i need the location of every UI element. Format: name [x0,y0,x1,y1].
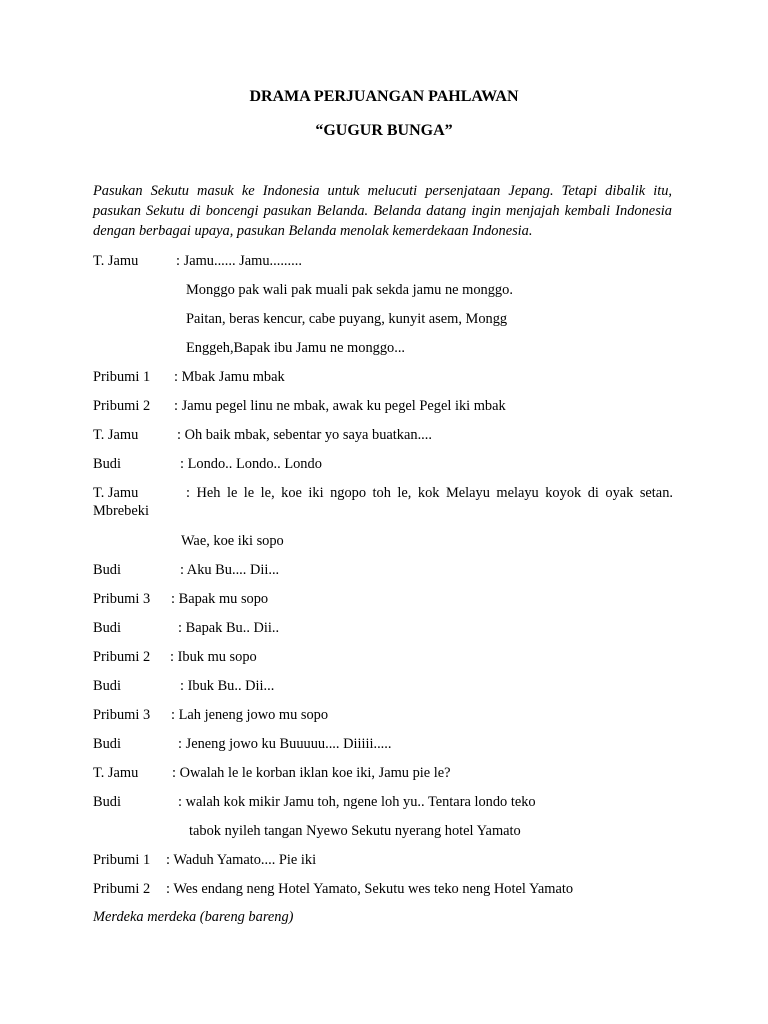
dialogue-line: : Jeneng jowo ku Buuuuu.... Diiiii..... [178,736,392,752]
dialogue-line: : Oh baik mbak, sebentar yo saya buatkan.... [177,427,432,443]
speaker-name: Pribumi 1 [93,852,151,868]
dialogue-line: : Lah jeneng jowo mu sopo [171,707,329,723]
dialogue-line: Mbrebeki [93,503,149,519]
speaker-name: Pribumi 2 [93,398,151,414]
speaker-name: Budi [93,456,121,472]
dialogue-line: : Bapak mu sopo [171,591,269,607]
speaker-name: Pribumi 3 [93,591,151,607]
dialogue-line: Paitan, beras kencur, cabe puyang, kunyit asem, Mongg [186,311,508,327]
dialogue-line: : Heh le le le, koe iki ngopo toh le, kok Melayu melayu koyok di oyak setan. [186,485,673,501]
dialogue-line: : Wes endang neng Hotel Yamato, Sekutu wes teko neng Hotel Yamato [166,881,574,897]
dialogue-line: Enggeh,Bapak ibu Jamu ne monggo... [186,340,406,356]
intro-paragraph: Pasukan Sekutu masuk ke Indonesia untuk melucuti persenjataan Jepang. Tetapi dibalik itu, pasukan Sekutu di boncengi pasukan Belanda. Belanda datang ingin menjajah kembali Indonesia dengan berbagai upaya, pasukan Belanda menolak kemerdekaan Indonesia. [93,183,672,239]
speaker-name: Budi [93,620,121,636]
dialogue-line: Monggo pak wali pak muali pak sekda jamu ne monggo. [186,282,513,298]
dialogue-line: : Jamu...... Jamu......... [176,253,302,269]
speaker-name: Pribumi 1 [93,369,151,385]
speaker-name: Pribumi 2 [93,649,151,665]
dialogue-line: : Mbak Jamu mbak [174,369,285,385]
dialogue-line: : Aku Bu.... Dii... [180,562,280,578]
document-title: DRAMA PERJUANGAN PAHLAWAN [249,88,519,105]
speaker-name: Pribumi 2 [93,881,151,897]
dialogue-line: Wae, koe iki sopo [181,533,284,549]
speaker-name: Pribumi 3 [93,707,151,723]
speaker-name: T. Jamu [93,253,139,269]
dialogue-line: : Waduh Yamato.... Pie iki [166,852,317,868]
dialogue-line: : Ibuk mu sopo [170,649,257,665]
dialogue-line: : Jamu pegel linu ne mbak, awak ku pegel Pegel iki mbak [174,398,506,414]
speaker-name: T. Jamu [93,427,139,443]
speaker-name: Budi [93,736,121,752]
dialogue-line: : Bapak Bu.. Dii.. [178,620,280,636]
closing-line: Merdeka merdeka (bareng bareng) [93,909,294,925]
speaker-name: Budi [93,794,121,810]
speaker-name: T. Jamu [93,485,139,501]
dialogue-line: : Londo.. Londo.. Londo [180,456,322,472]
dialogue-line: tabok nyileh tangan Nyewo Sekutu nyerang hotel Yamato [189,823,521,839]
drama-subtitle: “GUGUR BUNGA” [315,122,453,139]
speaker-name: Budi [93,678,121,694]
dialogue-line: : walah kok mikir Jamu toh, ngene loh yu.. Tentara londo teko [178,794,536,810]
speaker-name: Budi [93,562,121,578]
dialogue-line: : Owalah le le korban iklan koe iki, Jamu pie le? [172,765,451,781]
speaker-name: T. Jamu [93,765,139,781]
dialogue-line: : Ibuk Bu.. Dii... [180,678,275,694]
